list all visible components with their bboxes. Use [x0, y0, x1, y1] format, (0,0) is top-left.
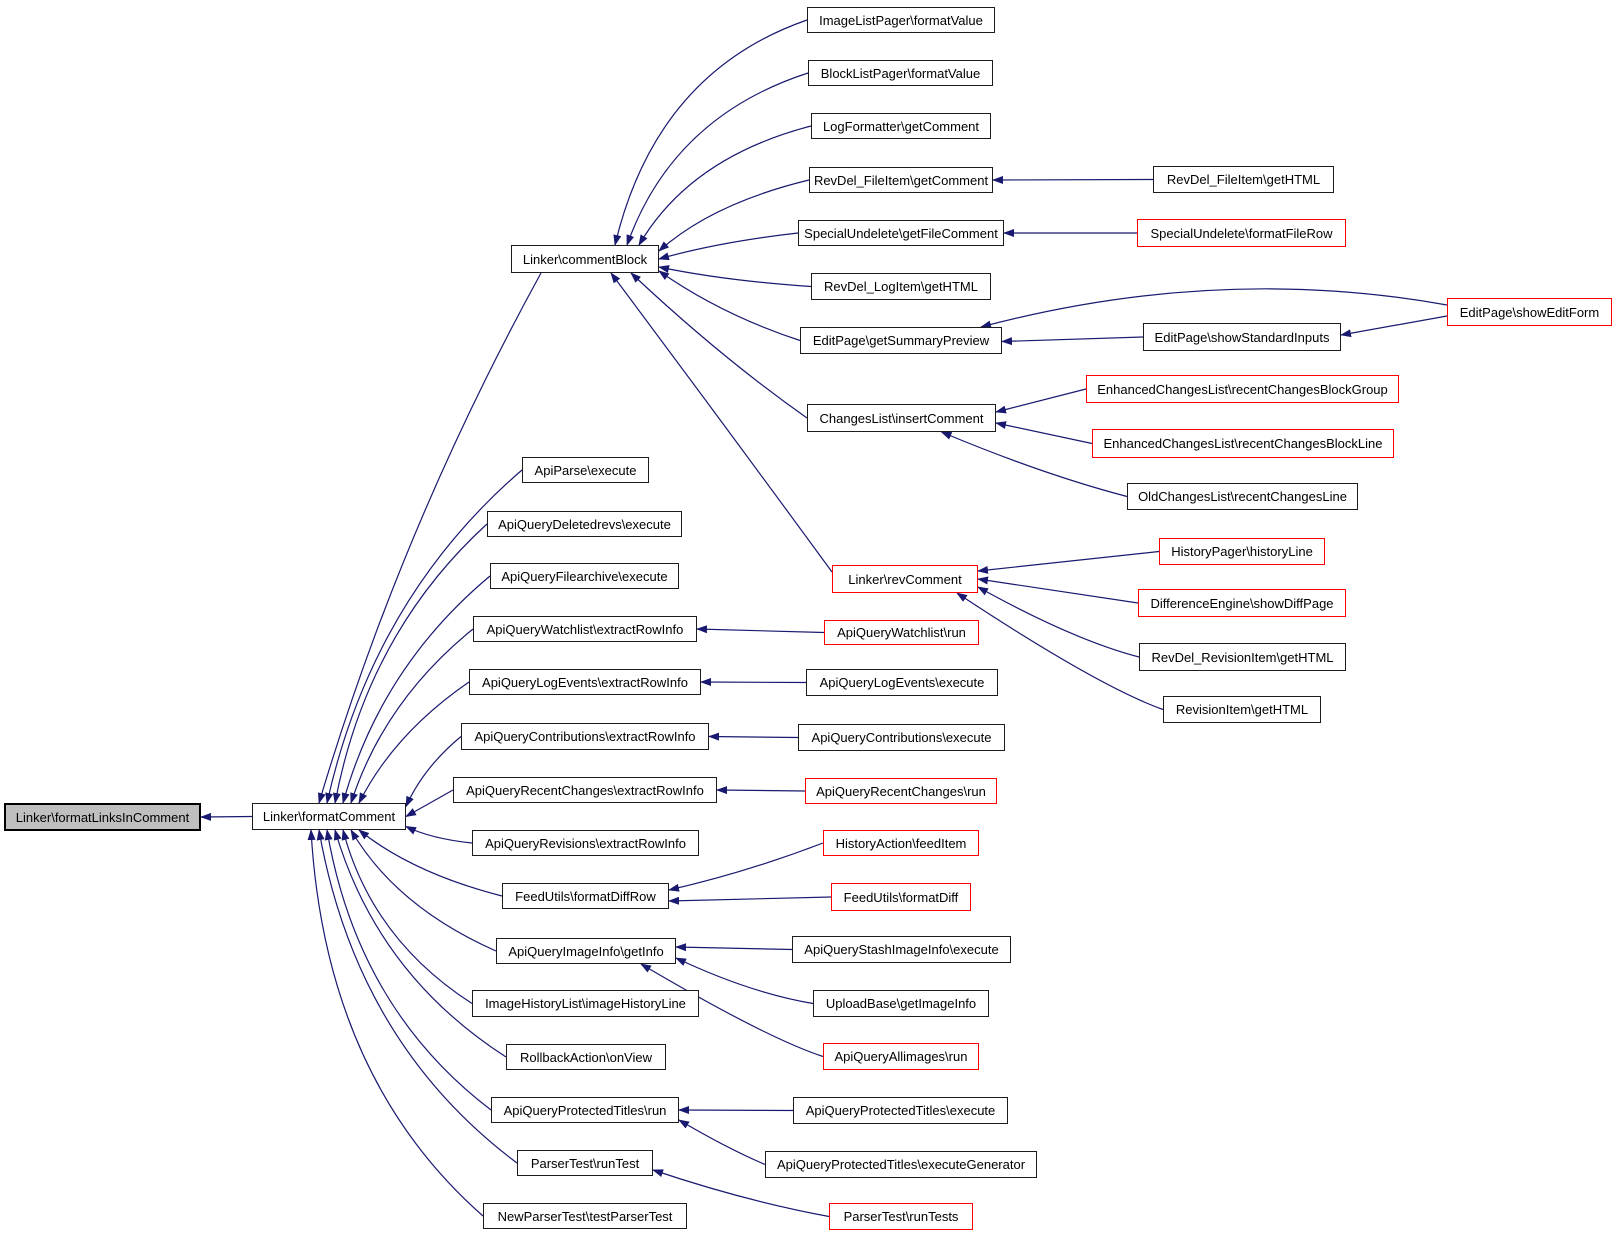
graph-node-label: RevDel_RevisionItem\getHTML — [1151, 649, 1334, 665]
edge-revDelFileItemGetHTML-to-revDelFileItemGetComment — [993, 180, 1153, 181]
edge-apiQueryProtectedTitlesRun-to-formatComment — [327, 830, 491, 1110]
graph-node-label: RevisionItem\getHTML — [1175, 702, 1309, 717]
graph-node-label: ApiQueryRecentChanges\run — [816, 783, 986, 799]
graph-node-root[interactable] — [4, 803, 201, 831]
graph-node-editPageGetSummaryPreview[interactable] — [800, 327, 1002, 354]
graph-node-label: ApiQueryFilearchive\execute — [501, 568, 668, 584]
edge-formatComment-to-root — [201, 817, 252, 818]
edge-apiQueryStashImageInfoExecute-to-apiQueryImageInfoGetInfo — [676, 947, 792, 950]
edge-feedUtilsFormatDiff-to-feedUtilsFormatDiffRow — [669, 897, 831, 901]
graph-node-label: ApiQueryRecentChanges\extractRowInfo — [466, 782, 704, 798]
graph-node-historyPagerHistoryLine[interactable] — [1159, 538, 1325, 565]
graph-node-apiQueryProtectedTitlesExecute[interactable] — [793, 1097, 1008, 1124]
graph-node-apiQueryLogEventsExecute[interactable] — [806, 669, 998, 696]
graph-node-label: ApiQueryDeletedrevs\execute — [498, 516, 671, 532]
graph-node-enhancedBlockGroup[interactable] — [1086, 375, 1399, 403]
edge-apiQueryRevisionsExtractRowInfo-to-formatComment — [406, 827, 472, 844]
graph-node-apiQueryLogEventsExtractRowInfo[interactable] — [469, 669, 701, 695]
graph-node-label: EnhancedChangesList\recentChangesBlockLine — [1103, 436, 1383, 451]
graph-node-commentBlock[interactable] — [511, 245, 659, 273]
graph-node-label: ApiQueryWatchlist\run — [837, 625, 966, 640]
graph-node-revDelRevisionItemGetHTML[interactable] — [1139, 643, 1346, 671]
graph-node-apiQueryRecentChangesRun[interactable] — [805, 778, 997, 804]
graph-node-apiQueryDeletedrevsExecute[interactable] — [487, 511, 682, 537]
graph-node-label: Linker\commentBlock — [522, 251, 648, 267]
graph-node-apiQueryAllimagesRun[interactable] — [823, 1043, 979, 1070]
graph-node-label: Linker\revComment — [848, 571, 962, 587]
edge-apiQueryContributionsExecute-to-apiQueryContributionsExtractRowInfo — [709, 737, 798, 738]
graph-node-editPageShowStandardInputs[interactable] — [1143, 323, 1341, 351]
edge-apiQueryFilearchiveExecute-to-formatComment — [343, 576, 490, 803]
graph-node-label: ApiQueryContributions\extractRowInfo — [474, 729, 696, 744]
graph-node-label: RevDel_LogItem\getHTML — [824, 279, 978, 294]
graph-node-label: ImageListPager\formatValue — [819, 12, 983, 28]
graph-node-label: EnhancedChangesList\recentChangesBlockGroup — [1097, 381, 1388, 397]
graph-node-feedUtilsFormatDiffRow[interactable] — [502, 883, 669, 909]
edge-editPageGetSummaryPreview-to-commentBlock — [659, 271, 800, 341]
graph-node-label: NewParserTest\testParserTest — [497, 1208, 673, 1224]
graph-node-specialUndeleteFormatFileRow[interactable] — [1137, 219, 1346, 247]
graph-node-label: OldChangesList\recentChangesLine — [1138, 489, 1347, 504]
graph-node-formatComment[interactable] — [252, 803, 406, 830]
graph-node-revDelFileItemGetHTML[interactable] — [1153, 166, 1334, 193]
graph-node-label: ChangesList\insertComment — [819, 410, 984, 426]
graph-node-apiQueryProtectedTitlesRun[interactable] — [491, 1097, 679, 1123]
graph-node-changesListInsertComment[interactable] — [807, 404, 996, 432]
edge-apiQueryLogEventsExecute-to-apiQueryLogEventsExtractRowInfo — [701, 682, 806, 683]
graph-node-apiQueryProtectedTitlesExecuteGenerator[interactable] — [765, 1151, 1037, 1178]
graph-node-uploadBaseGetImageInfo[interactable] — [813, 990, 989, 1017]
graph-node-revisionItemGetHTML[interactable] — [1163, 696, 1321, 723]
graph-node-apiQueryFilearchiveExecute[interactable] — [490, 563, 679, 589]
edge-apiQueryRecentChangesExtractRowInfo-to-formatComment — [406, 790, 453, 817]
graph-node-label: SpecialUndelete\formatFileRow — [1150, 225, 1333, 241]
graph-node-apiQueryContributionsExtractRowInfo[interactable] — [461, 723, 709, 750]
graph-node-label: RevDel_FileItem\getComment — [813, 172, 989, 188]
graph-node-revDelLogItemGetHTML[interactable] — [811, 273, 991, 300]
graph-node-label: Linker\formatComment — [262, 809, 396, 824]
graph-node-label: ApiQueryProtectedTitles\run — [503, 1102, 667, 1118]
graph-node-label: ApiQueryWatchlist\extractRowInfo — [486, 621, 684, 637]
graph-node-differenceEngineShowDiffPage[interactable] — [1138, 589, 1346, 617]
graph-node-label: ApiQueryContributions\execute — [811, 730, 992, 745]
graph-node-label: ParserTest\runTest — [530, 1155, 640, 1171]
graph-node-editPageShowEditForm[interactable] — [1447, 298, 1612, 326]
graph-node-label: BlockListPager\formatValue — [820, 65, 981, 81]
edge-logFormatter-to-commentBlock — [639, 126, 811, 245]
graph-node-apiQueryImageInfoGetInfo[interactable] — [496, 938, 676, 964]
graph-node-label: FeedUtils\formatDiff — [843, 889, 959, 905]
edge-editPageShowEditForm-to-editPageGetSummaryPreview — [981, 289, 1447, 327]
edge-enhancedBlockLine-to-changesListInsertComment — [996, 423, 1092, 444]
edge-apiQueryWatchlistRun-to-apiQueryWatchlistExtractRowInfo — [697, 629, 824, 633]
edge-apiQueryProtectedTitlesExecuteGenerator-to-apiQueryProtectedTitlesRun — [679, 1120, 765, 1165]
graph-node-label: ApiQueryProtectedTitles\execute — [805, 1103, 996, 1118]
graph-node-enhancedBlockLine[interactable] — [1092, 429, 1394, 458]
graph-node-label: ApiQueryAllimages\run — [834, 1049, 968, 1064]
edge-historyPagerHistoryLine-to-linkerRevComment — [978, 552, 1159, 572]
graph-node-parserTestRunTest[interactable] — [517, 1150, 653, 1176]
edge-revDelLogItemGetHTML-to-commentBlock — [659, 267, 811, 287]
graph-node-newParserTestTestParserTest[interactable] — [483, 1203, 687, 1229]
edge-editPageShowEditForm-to-editPageShowStandardInputs — [1341, 316, 1447, 335]
edge-imageListPager-to-commentBlock — [615, 20, 807, 245]
graph-node-label: UploadBase\getImageInfo — [825, 996, 977, 1011]
graph-node-blockListPager[interactable] — [808, 60, 993, 86]
graph-node-label: ApiQueryImageInfo\getInfo — [508, 943, 664, 959]
edge-specialUndeleteGetFileComment-to-commentBlock — [659, 233, 798, 259]
graph-node-label: RollbackAction\onView — [520, 1049, 652, 1065]
graph-node-imageListPager[interactable] — [807, 7, 995, 33]
graph-node-label: ApiQueryStashImageInfo\execute — [804, 942, 999, 957]
graph-node-parserTestRunTests[interactable] — [829, 1203, 973, 1230]
graph-node-label: EditPage\showEditForm — [1459, 304, 1600, 320]
graph-node-oldChangesListRecentChangesLine[interactable] — [1127, 483, 1358, 510]
graph-node-label: ImageHistoryList\imageHistoryLine — [485, 996, 686, 1011]
graph-node-apiQueryRecentChangesExtractRowInfo[interactable] — [453, 777, 717, 803]
graph-node-label: FeedUtils\formatDiffRow — [515, 888, 656, 904]
graph-node-rollbackActionOnView[interactable] — [506, 1044, 666, 1070]
edge-revDelFileItemGetComment-to-commentBlock — [659, 180, 809, 251]
graph-node-feedUtilsFormatDiff[interactable] — [831, 883, 971, 911]
edge-apiQueryRecentChangesRun-to-apiQueryRecentChangesExtractRowInfo — [717, 790, 805, 791]
graph-node-specialUndeleteGetFileComment[interactable] — [798, 220, 1004, 246]
graph-node-historyActionFeedItem[interactable] — [823, 830, 979, 856]
edge-changesListInsertComment-to-commentBlock — [631, 273, 807, 418]
graph-node-apiQueryStashImageInfoExecute[interactable] — [792, 936, 1011, 963]
graph-node-apiQueryContributionsExecute[interactable] — [798, 724, 1005, 751]
graph-node-label: ApiQueryRevisions\extractRowInfo — [485, 835, 686, 851]
graph-node-label: LogFormatter\getComment — [822, 118, 980, 134]
graph-node-label: HistoryPager\historyLine — [1171, 544, 1313, 559]
graph-node-label: EditPage\getSummaryPreview — [812, 333, 990, 348]
graph-node-imageHistoryListImageHistoryLine[interactable] — [472, 990, 699, 1017]
graph-node-apiParseExecute[interactable] — [522, 457, 649, 483]
graph-node-label: SpecialUndelete\getFileComment — [804, 225, 998, 241]
edge-apiQueryDeletedrevsExecute-to-formatComment — [335, 524, 487, 803]
graph-node-label: ApiQueryProtectedTitles\executeGenerator — [776, 1157, 1026, 1172]
edge-blockListPager-to-commentBlock — [627, 73, 808, 245]
edge-enhancedBlockGroup-to-changesListInsertComment — [996, 389, 1086, 412]
edge-editPageShowStandardInputs-to-editPageGetSummaryPreview — [1002, 337, 1143, 342]
graph-node-label: RevDel_FileItem\getHTML — [1166, 172, 1321, 187]
graph-node-label: ApiQueryLogEvents\extractRowInfo — [482, 674, 688, 690]
graph-node-label: DifferenceEngine\showDiffPage — [1150, 595, 1334, 611]
graph-node-revDelFileItemGetComment[interactable] — [809, 167, 993, 193]
graph-node-linkerRevComment[interactable] — [832, 565, 978, 593]
graph-node-apiQueryRevisionsExtractRowInfo[interactable] — [472, 830, 699, 856]
edge-apiQueryProtectedTitlesExecute-to-apiQueryProtectedTitlesRun — [679, 1110, 793, 1111]
graph-node-label: HistoryAction\feedItem — [835, 835, 967, 851]
graph-node-apiQueryWatchlistRun[interactable] — [824, 620, 979, 645]
graph-node-label: ApiQueryLogEvents\execute — [819, 675, 985, 690]
graph-node-label: ParserTest\runTests — [843, 1209, 959, 1224]
edge-imageHistoryListImageHistoryLine-to-formatComment — [343, 830, 472, 1004]
graph-node-label: ApiParse\execute — [534, 462, 637, 478]
graph-node-logFormatter[interactable] — [811, 113, 991, 139]
graph-node-apiQueryWatchlistExtractRowInfo[interactable] — [473, 616, 697, 642]
graph-node-label: Linker\formatLinksInComment — [15, 809, 190, 825]
graph-node-label: EditPage\showStandardInputs — [1154, 329, 1330, 345]
